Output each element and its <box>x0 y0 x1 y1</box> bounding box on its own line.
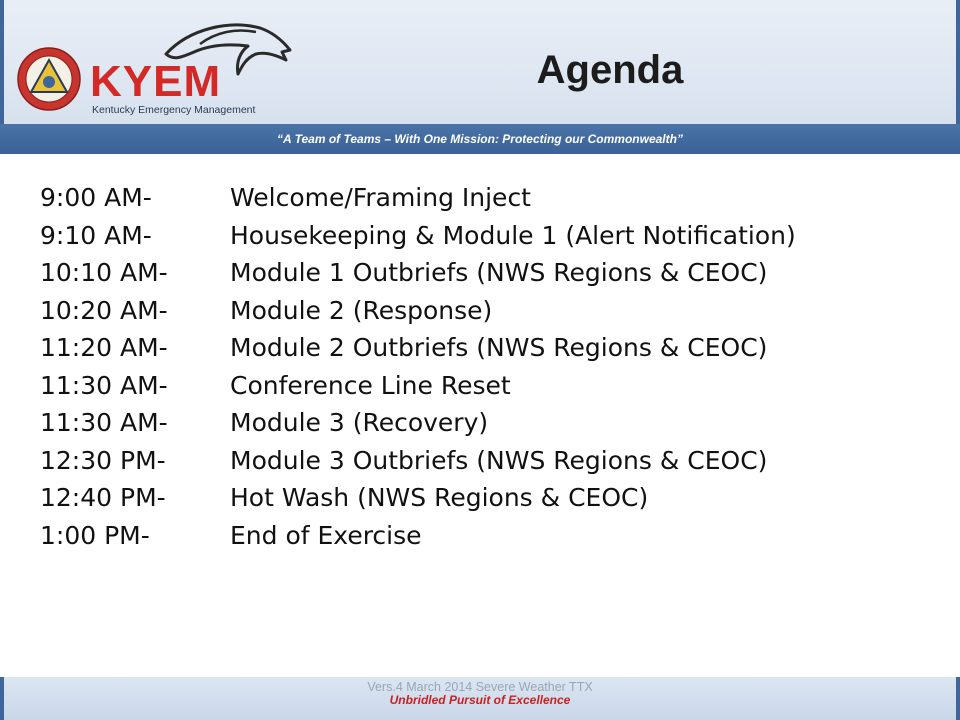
agenda-row <box>40 221 796 259</box>
agenda-time: 9:10 AM- <box>40 220 152 250</box>
agenda-item: Housekeeping & Module 1 (Alert Notification) <box>230 220 796 250</box>
agenda-row <box>40 446 796 484</box>
agenda-item: Hot Wash (NWS Regions & CEOC) <box>230 483 649 512</box>
agenda-time: 11:30 AM- <box>40 370 168 400</box>
agenda-row <box>40 483 796 521</box>
agenda-time: 9:00 AM- <box>40 183 152 212</box>
agenda-row <box>40 521 796 559</box>
agenda-item: Module 2 (Response) <box>230 295 493 325</box>
commonwealth-seal-icon <box>16 46 82 112</box>
page-title: Agenda <box>536 48 684 92</box>
logo-wordmark: KYEM <box>90 57 222 106</box>
agenda-time: 1:00 PM- <box>40 520 150 550</box>
agenda-item: Module 3 (Recovery) <box>230 408 489 437</box>
agenda-time: 10:10 AM- <box>40 258 168 287</box>
agenda-time: 11:20 AM- <box>40 333 168 362</box>
agenda-time: 12:40 PM- <box>40 483 166 512</box>
agenda-item: Welcome/Framing Inject <box>230 183 531 212</box>
agenda-row <box>40 408 796 446</box>
agenda-row <box>40 183 796 221</box>
motto-text: “A Team of Teams – With One Mission: Protecting our Commonwealth” <box>277 132 683 146</box>
agenda-list <box>40 183 796 558</box>
horse-head-icon <box>160 14 300 78</box>
agenda-time: 10:20 AM- <box>40 295 168 325</box>
agenda-time: 12:30 PM- <box>40 445 166 475</box>
agenda-time: 11:30 AM- <box>40 408 168 437</box>
agenda-row <box>40 258 796 296</box>
agenda-row <box>40 371 796 409</box>
agenda-item: End of Exercise <box>230 520 422 550</box>
agenda-item: Conference Line Reset <box>230 370 511 400</box>
motto-banner <box>0 124 960 154</box>
version-text: Vers.4 March 2014 Severe Weather TTX <box>367 680 593 694</box>
agenda-item: Module 2 Outbriefs (NWS Regions & CEOC) <box>230 333 768 362</box>
agenda-row <box>40 296 796 334</box>
footer-tagline: Unbridled Pursuit of Excellence <box>389 693 571 707</box>
logo-subtitle: Kentucky Emergency Management <box>92 104 256 116</box>
agenda-row <box>40 333 796 371</box>
kyem-logo <box>10 14 310 120</box>
agenda-item: Module 3 Outbriefs (NWS Regions & CEOC) <box>230 445 768 475</box>
agenda-item: Module 1 Outbriefs (NWS Regions & CEOC) <box>230 258 768 287</box>
